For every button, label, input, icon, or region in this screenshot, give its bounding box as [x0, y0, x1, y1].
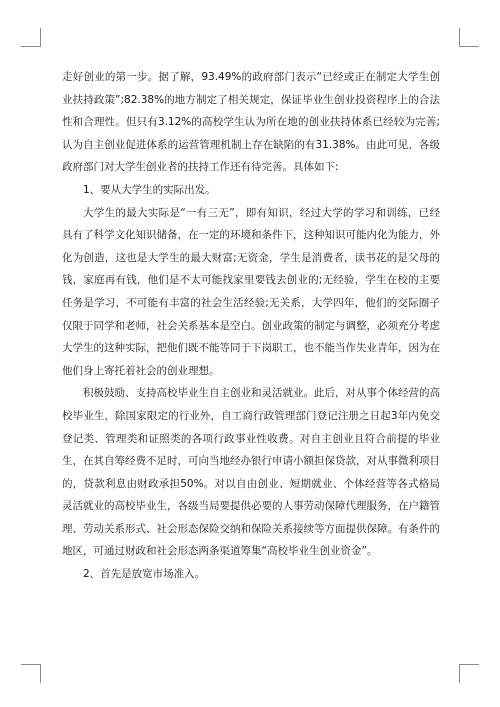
paragraph-continued: 走好创业的第一步。据了解，93.49%的政府部门表示“已经或正在制定大学生创业扶持政策”;82.38%的地方制定了相关规定，保证毕业生创业投资程序上的合法性和合理性。但只有3.12%的高校学生认为所在地的创业扶持体系已经较为完善;认为自主创业促进体系的运营管理机制上存在缺陷的有31.38%。由此可见，各级政府部门对大学生创业者的扶持工作还有待完善。具体如下: [62, 71, 440, 174]
paragraph-student-reality: 大学生的最大实际是“一有三无”，即有知识，经过大学的学习和训练，已经具有了科学文化知识储备，在一定的环境和条件下，这种知识可能内化为能力，外化为创造，这也是大学生的最大财富;无资金，学生是消费者，读书花的是父母的钱，家庭再有钱，他们是不太可能找家里要钱去创业的;无经验，学生在校的主要任务是学习，不可能有丰富的社会生活经验;无关系，大学四年，他们的交际圈子仅限于同学和老师，社会关系基本是空白。创业政策的制定与调整，必须充分考虑大学生的这种实际，把他们既不能等同于下岗职工，也不能当作失业青年，因为在他们身上寄托着社会的创业理想。 [62, 206, 440, 377]
heading-point-2: 2、首先是放宽市场准入。 [83, 568, 206, 581]
document-body [62, 66, 440, 586]
paragraph-policy-support: 积极鼓励、支持高校毕业生自主创业和灵活就业。此后，对从事个体经营的高校毕业生，除国家限定的行业外，自工商行政管理部门登记注册之日起3年内免交登记类、管理类和证照类的各项行政事业性收费。对自主创业且符合前提的毕业生，在其自筹经费不足时，可向当地经办银行申请小额担保贷款，对从事微利项目的，贷款利息由财政承担50%。对以自由创业、短期就业、个体经营等各式格局灵活就业的高校毕业生，各级当局要提供必要的人事劳动保障代理服务，在户籍管理、劳动关系形式、社会形态保险交纳和保险关系接续等方面提供保障。有条件的地区，可通过财政和社会形态两条渠道筹集“高校毕业生创业资金”。 [62, 387, 440, 558]
crop-mark-top-right [459, 28, 479, 47]
crop-mark-bottom-right [459, 664, 479, 683]
heading-point-1: 1、要从大学生的实际出发。 [83, 183, 216, 196]
crop-mark-bottom-left [21, 664, 41, 683]
crop-mark-top-left [21, 28, 41, 47]
